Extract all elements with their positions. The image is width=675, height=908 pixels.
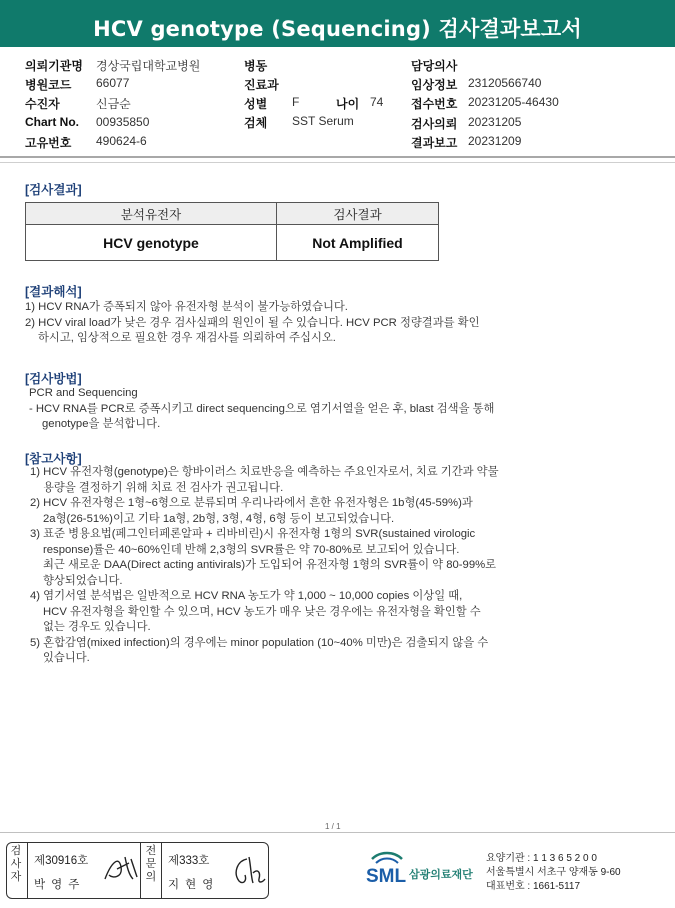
notes-line: 1) HCV 유전자형(genotype)은 항바이러스 치료반응을 예측하는 주요인자로서, 치료 기간과 약물 <box>30 466 499 478</box>
org-info <box>486 852 621 894</box>
report-banner <box>0 0 675 47</box>
method-line: genotype을 분석합니다. <box>42 418 161 430</box>
result-heading: [검사결과] <box>25 183 82 197</box>
hospital-label: 의뢰기관명 <box>25 59 83 73</box>
result-cell: Not Amplified <box>277 225 439 261</box>
clinical-label: 임상정보 <box>411 78 458 92</box>
result-column-header: 검사결과 <box>277 203 439 225</box>
logo-text: SML <box>366 866 407 887</box>
tester-signature <box>99 849 141 887</box>
sex-value: F <box>292 95 300 109</box>
method-text <box>29 386 569 433</box>
patient-value: 신금순 <box>96 97 131 111</box>
code-label: 병원코드 <box>25 78 72 92</box>
id-label: 고유번호 <box>25 136 72 150</box>
institution-code: 요양기관 : 1 1 3 6 5 2 0 0 <box>486 853 597 864</box>
info-divider <box>0 156 675 158</box>
result-table <box>25 202 439 261</box>
hospital-value: 경상국립대학교병원 <box>96 59 201 73</box>
interpretation-line: 2) HCV viral load가 낮은 경우 검사실패의 원인이 될 수 있습니다. HCV PCR 정량결과를 확인 <box>25 316 480 329</box>
notes-line: 있습니다. <box>43 652 90 664</box>
org-address: 서울특별시 서초구 양재동 9-60 <box>486 867 621 878</box>
notes-line: 용량을 결정하기 위해 치료 전 검사가 권고됩니다. <box>43 481 284 494</box>
signature-divider <box>27 843 28 898</box>
age-value: 74 <box>370 95 384 109</box>
interpretation-line: 하시고, 임상적으로 필요한 경우 재검사를 의뢰하여 주십시오. <box>38 332 336 344</box>
org-name: 삼광의료재단 <box>409 869 473 881</box>
method-heading: [검사방법] <box>25 372 82 386</box>
ward-label: 병동 <box>244 59 268 73</box>
signature-divider <box>140 843 141 898</box>
notes-line: 향상되었습니다. <box>43 574 123 587</box>
receipt-value: 20231205-46430 <box>468 95 559 109</box>
page-number: 1 / 1 <box>325 822 341 831</box>
footer-divider <box>0 832 675 833</box>
id-value: 490624-6 <box>96 134 147 148</box>
age-label: 나이 <box>336 97 360 111</box>
dept-label: 진료과 <box>244 78 279 92</box>
clinical-value: 23120566740 <box>468 76 542 90</box>
gene-cell: HCV genotype <box>26 225 277 261</box>
info-divider-thin <box>0 162 675 163</box>
receipt-label: 접수번호 <box>411 97 458 111</box>
notes-line: 5) 혼합감염(mixed infection)의 경우에는 minor population (10~40% 미만)은 검출되지 않을 수 <box>30 636 489 649</box>
notes-line: response)률은 40~60%인데 반해 2,3형의 SVR률은 약 70-80%로 보고되어 있습니다. <box>43 543 460 556</box>
confirm-label: 전문의 <box>145 845 157 883</box>
specimen-value: SST Serum <box>292 114 354 128</box>
notes-line: 2) HCV 유전자형은 1형~6형으로 분류되며 우리나라에서 흔한 유전자형은 1b형(45-59%)과 <box>30 497 473 509</box>
report-date-value: 20231209 <box>468 134 522 148</box>
tester-label: 검사자 <box>10 845 22 883</box>
confirm-signature <box>229 851 267 889</box>
sex-label: 성별 <box>244 97 268 111</box>
confirm-license: 제333호 <box>168 855 210 867</box>
interpretation-heading: [결과해석] <box>25 285 82 299</box>
notes-heading: [참고사항] <box>25 452 82 466</box>
notes-line: 없는 경우도 있습니다. <box>43 621 151 633</box>
notes-line: 4) 염기서열 분석법은 일반적으로 HCV RNA 농도가 약 1,000 ~ 10,000 copies 이상일 때, <box>30 590 463 602</box>
specimen-label: 검체 <box>244 116 268 130</box>
notes-line: 3) 표준 병용요법(페그인터페론알파 + 리바비린)시 유전자형 1형의 SVR(sustained virologic <box>30 528 476 540</box>
chart-value: 00935850 <box>96 115 150 129</box>
signature-divider <box>161 843 162 898</box>
notes-text <box>30 465 570 667</box>
patient-info <box>0 56 675 152</box>
notes-line: 최근 새로운 DAA(Direct acting antivirals)가 도입되어 유전자형 1형의 SVR률이 약 80-99%로 <box>43 559 497 571</box>
org-phone: 대표번호 : 1661-5117 <box>486 881 581 892</box>
doctor-label: 담당의사 <box>411 59 458 73</box>
method-line: PCR and Sequencing <box>29 387 138 399</box>
report-date-label: 결과보고 <box>411 136 458 150</box>
tester-name: 박영주 <box>34 879 86 891</box>
gene-column-header: 분석유전자 <box>26 203 277 225</box>
result-header-row <box>26 203 439 225</box>
code-value: 66077 <box>96 76 130 90</box>
notes-line: 2a형(26-51%)이고 기타 1a형, 2b형, 3형, 4형, 6형 등이 보고되었습니다. <box>43 512 395 525</box>
request-date-label: 검사의뢰 <box>411 117 458 131</box>
request-date-value: 20231205 <box>468 115 522 129</box>
interpretation-line: 1) HCV RNA가 증폭되지 않아 유전자형 분석이 불가능하였습니다. <box>25 301 348 313</box>
chart-label: Chart No. <box>25 115 79 129</box>
report-title: HCV genotype (Sequencing) 검사결과보고서 <box>93 17 582 41</box>
tester-license: 제30916호 <box>34 855 89 867</box>
confirm-name: 지현영 <box>168 879 220 891</box>
patient-label: 수진자 <box>25 97 60 111</box>
signature-box <box>6 842 269 899</box>
method-line: - HCV RNA를 PCR로 증폭시키고 direct sequencing으로 염기서열을 얻은 후, blast 검색을 통해 <box>29 402 495 415</box>
notes-line: HCV 유전자형을 확인할 수 있으며, HCV 농도가 매우 낮은 경우에는 유전자형을 확인할 수 <box>43 605 481 618</box>
result-row <box>26 225 439 261</box>
interpretation-text <box>25 300 565 347</box>
